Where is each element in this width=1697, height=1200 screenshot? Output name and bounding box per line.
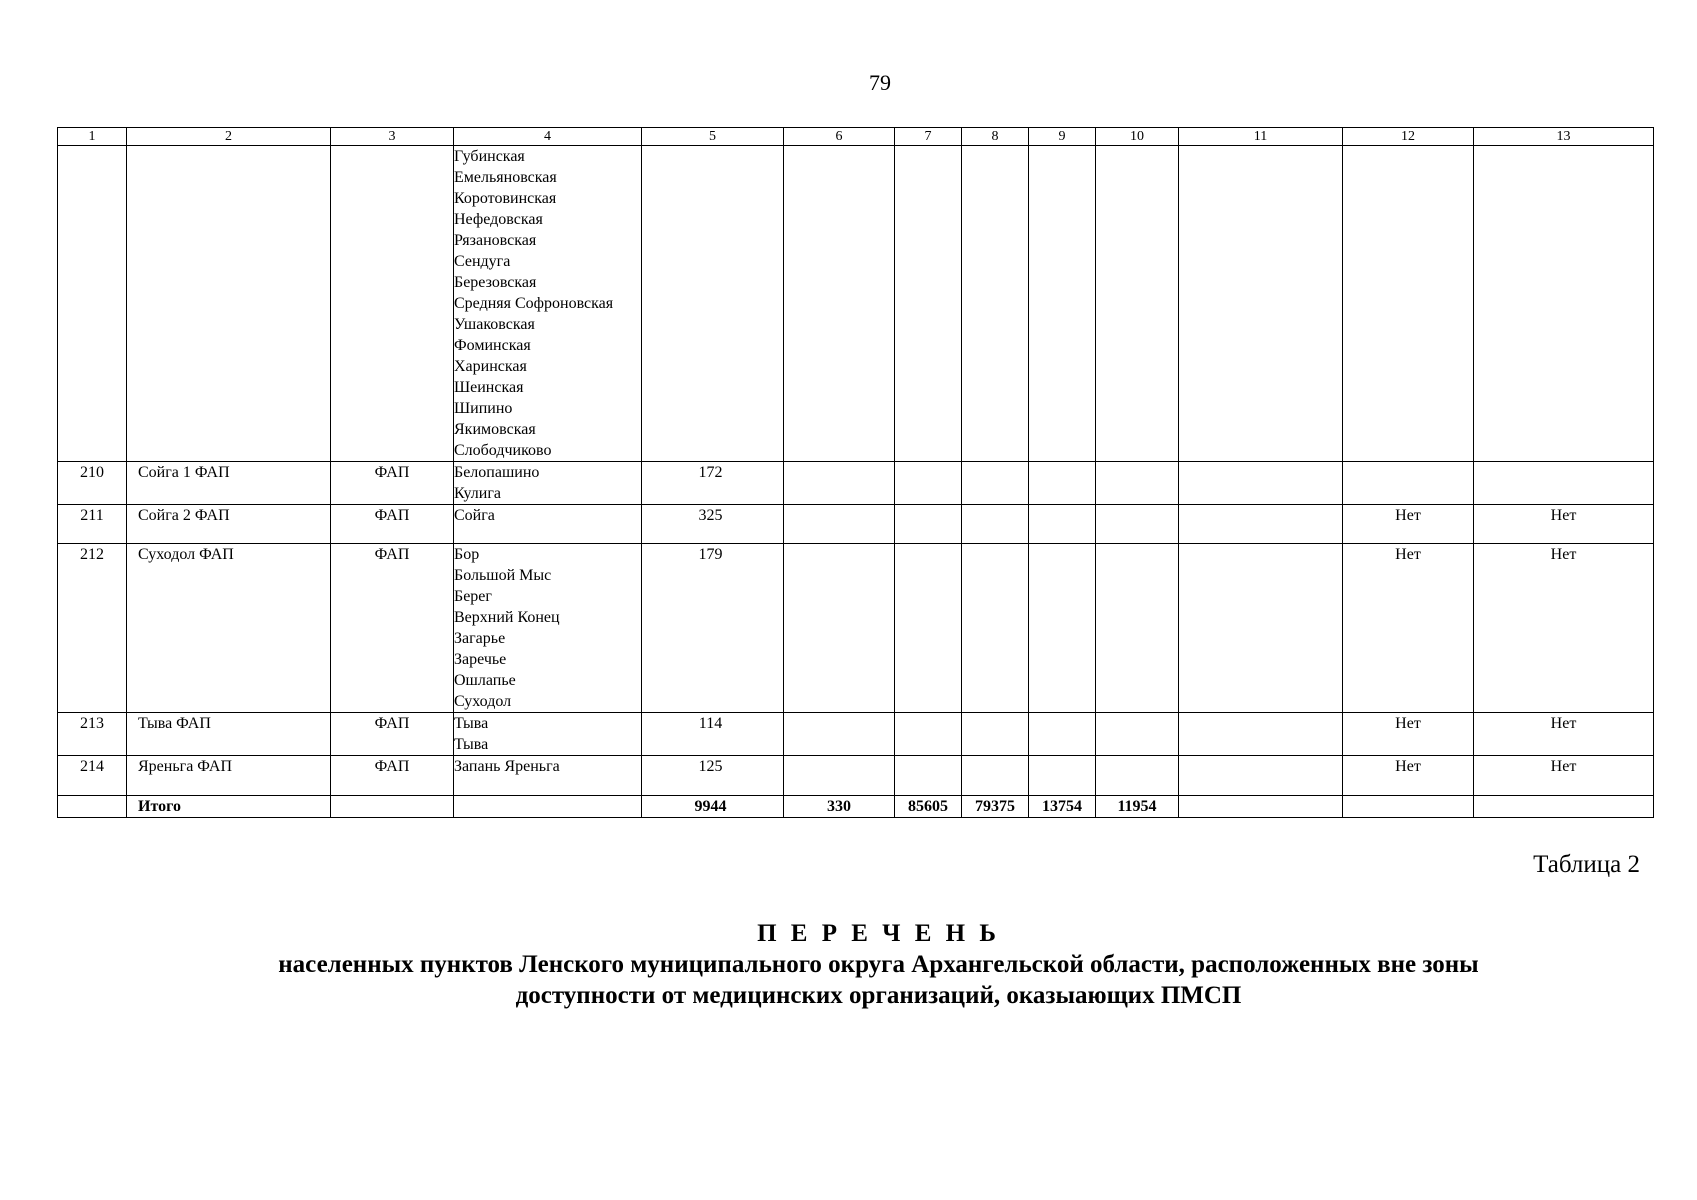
facility-name: Суходол ФАП	[127, 544, 331, 713]
settlements-cell	[454, 544, 642, 713]
settlement: Ушаковская	[454, 316, 535, 333]
table-label: Таблица 2	[1533, 851, 1640, 878]
column-header: 6	[784, 128, 895, 146]
settlement: Харинская	[454, 358, 527, 375]
column-header: 13	[1474, 128, 1654, 146]
document-title	[57, 918, 1697, 1011]
column-header: 3	[331, 128, 454, 146]
settlement: Тыва	[454, 736, 489, 753]
table-row	[58, 462, 1654, 505]
total-row	[58, 796, 1654, 818]
settlement: Ошлапье	[454, 672, 516, 689]
settlements-cell	[454, 462, 642, 505]
facility-name: Сойга 1 ФАП	[127, 462, 331, 505]
settlements-cell	[454, 146, 642, 462]
settlement: Берег	[454, 588, 492, 605]
settlement: Запань Яреньга	[454, 758, 560, 775]
settlement: Большой Мыс	[454, 567, 552, 584]
settlement: Фоминская	[454, 337, 531, 354]
table-row	[58, 505, 1654, 544]
settlements-cell	[454, 756, 642, 796]
col13-value: Нет	[1474, 544, 1654, 713]
col12-value: Нет	[1343, 713, 1474, 756]
settlements-cell	[454, 713, 642, 756]
column-number-row	[58, 128, 1654, 146]
settlement: Слободчиково	[454, 442, 552, 459]
column-header: 5	[642, 128, 784, 146]
facility-type: ФАП	[331, 505, 454, 544]
col12-value	[1343, 462, 1474, 505]
col13-value: Нет	[1474, 756, 1654, 796]
population-value: 125	[642, 756, 784, 796]
total-col6: 330	[784, 796, 895, 818]
total-col10: 11954	[1096, 796, 1179, 818]
column-header: 2	[127, 128, 331, 146]
settlement: Коротовинская	[454, 190, 557, 207]
facility-type: ФАП	[331, 544, 454, 713]
settlement: Нефедовская	[454, 211, 543, 228]
settlement: Рязановская	[454, 232, 537, 249]
total-col7: 85605	[895, 796, 962, 818]
settlement: Шеинская	[454, 379, 524, 396]
column-header: 1	[58, 128, 127, 146]
settlement: Белопашино	[454, 464, 540, 481]
settlement: Верхний Конец	[454, 609, 560, 626]
table-row	[58, 544, 1654, 713]
col13-value: Нет	[1474, 713, 1654, 756]
row-number: 213	[58, 713, 127, 756]
col12-value: Нет	[1343, 756, 1474, 796]
table-row	[58, 713, 1654, 756]
row-number: 214	[58, 756, 127, 796]
row-number: 210	[58, 462, 127, 505]
column-header: 11	[1179, 128, 1343, 146]
title-line-2: населенных пунктов Ленского муниципального округа Архангельской области, расположенных вне зоны	[278, 951, 1479, 978]
column-header: 8	[962, 128, 1029, 146]
settlement: Заречье	[454, 651, 507, 668]
facility-name: Сойга 2 ФАП	[127, 505, 331, 544]
settlements-cell	[454, 505, 642, 544]
facility-type: ФАП	[331, 462, 454, 505]
population-value: 325	[642, 505, 784, 544]
population-value: 114	[642, 713, 784, 756]
settlement: Бор	[454, 546, 480, 563]
settlement: Шипино	[454, 400, 513, 417]
total-col5: 9944	[642, 796, 784, 818]
settlement: Якимовская	[454, 421, 536, 438]
settlement: Губинская	[454, 148, 525, 165]
title-line-1: П Е Р Е Ч Е Н Ь	[757, 920, 1000, 947]
row-number: 211	[58, 505, 127, 544]
facility-name: Яреньга ФАП	[127, 756, 331, 796]
page-number: 79	[869, 70, 891, 95]
settlement: Средняя Софроновская	[454, 295, 614, 312]
row-number: 212	[58, 544, 127, 713]
settlement: Кулига	[454, 485, 501, 502]
col13-value	[1474, 462, 1654, 505]
population-value: 172	[642, 462, 784, 505]
column-header: 9	[1029, 128, 1096, 146]
col12-value: Нет	[1343, 544, 1474, 713]
table-row-continuation	[58, 146, 1654, 462]
settlement: Суходол	[454, 693, 512, 710]
column-header: 12	[1343, 128, 1474, 146]
facility-type: ФАП	[331, 756, 454, 796]
population-value: 179	[642, 544, 784, 713]
table-row	[58, 756, 1654, 796]
total-col9: 13754	[1029, 796, 1096, 818]
settlement: Емельяновская	[454, 169, 557, 186]
settlement: Березовская	[454, 274, 537, 291]
title-line-3: доступности от медицинских организаций, оказыающих ПМСП	[515, 982, 1242, 1009]
settlement: Тыва	[454, 715, 489, 732]
settlement: Сендуга	[454, 253, 511, 270]
column-header: 4	[454, 128, 642, 146]
col13-value: Нет	[1474, 505, 1654, 544]
column-header: 7	[895, 128, 962, 146]
facility-name: Тыва ФАП	[127, 713, 331, 756]
facilities-table	[57, 127, 1654, 818]
facility-type: ФАП	[331, 713, 454, 756]
settlement: Загарье	[454, 630, 506, 647]
settlement: Сойга	[454, 507, 495, 524]
column-header: 10	[1096, 128, 1179, 146]
total-label: Итого	[127, 796, 331, 818]
col12-value: Нет	[1343, 505, 1474, 544]
total-col8: 79375	[962, 796, 1029, 818]
